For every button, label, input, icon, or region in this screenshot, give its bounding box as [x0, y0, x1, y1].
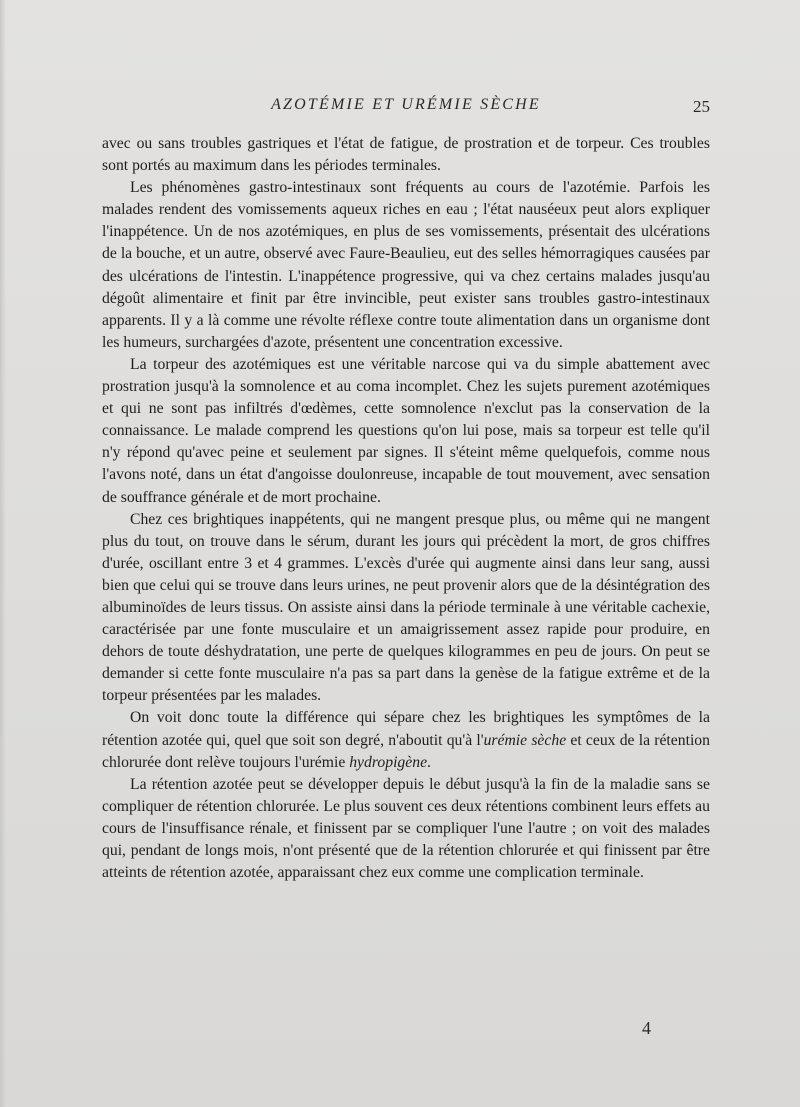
paragraph-5 — [102, 707, 710, 773]
paragraph-4: Chez ces brightiques inappétents, qui ne mangent presque plus, ou même qui ne mangent plus du tout, on trouve dans le sérum, durant les jours qui précèdent la mort, de gros chiffres d'urée, oscillant entre 3 et 4 grammes. L'excès d'urée qui augmente ainsi dans leur sang, aussi bien que celui qui se trouve dans leurs urines, ne peut provenir alors que de la désintégration des albuminoïdes de leurs tissus. On assiste ainsi dans la période terminale à une véritable cachexie, caractérisée par une fonte musculaire et un amaigrissement assez rapide pour produire, en dehors de toute déshydratation, une perte de quelques kilogrammes en peu de jours. On peut se demander si cette fonte musculaire n'a pas sa part dans la genèse de la fatigue extrême et de la torpeur présentées par les malades. — [102, 510, 710, 705]
paragraph-6: La rétention azotée peut se développer depuis le début jusqu'à la fin de la maladie sans se compliquer de rétention chlorurée. Le plus souvent ces deux rétentions combinent leurs effets au cours de l'insuffisance rénale, et finissent par se compliquer l'une l'autre ; on voit des malades qui, pendant de longs mois, n'ont présenté que de la rétention chlorurée et qui finissent par être atteints de rétention azotée, apparaissant chez eux comme une complication terminale. — [102, 775, 710, 882]
paragraph-5-part-2: et ceux de la rétention chlorurée dont relève toujours l'urémie — [102, 731, 710, 771]
page-header — [102, 96, 710, 120]
signature-mark: 4 — [642, 1018, 651, 1038]
paragraph-1: avec ou sans troubles gastriques et l'état de fatigue, de prostration et de torpeur. Ces troubles sont portés au maximum dans les périodes terminales. — [102, 135, 710, 175]
page-edge-shadow — [0, 0, 6, 1107]
paragraph-2: Les phénomènes gastro-intestinaux sont fréquents au cours de l'azotémie. Parfois les malades rendent des vomissements aqueux riches en eau ; l'état nauséeux peut alors expliquer l'inappétence. Un de nos azotémiques, en plus de ses vomissements, présentait des ulcérations de la bouche, et un autre, observé avec Faure-Beaulieu, eut des selles hémorragiques causées par des ulcérations de l'intestin. L'inappétence progressive, qui va chez certains malades jusqu'au dégoût alimentaire et finit par être invincible, peut exister sans troubles gastro-intestinaux apparents. Il y a là comme une révolte réflexe contre toute alimentation dans un organisme dont les humeurs, surchargées d'azote, présentent une concentration excessive. — [102, 179, 710, 351]
term-hydropigene: hydropigène — [349, 753, 428, 771]
term-uremie-seche: urémie sèche — [483, 731, 567, 749]
body-text — [102, 133, 710, 884]
page-number: 25 — [693, 97, 710, 116]
paragraph-5-part-1: On voit donc toute la différence qui sépare chez les brightiques les symptômes de la rétention azotée qui, quel que soit son degré, n'aboutit qu'à l' — [102, 709, 710, 749]
running-title: AZOTÉMIE ET URÉMIE SÈCHE — [271, 96, 541, 113]
paragraph-5-part-3: . — [427, 753, 431, 771]
paragraph-3: La torpeur des azotémiques est une véritable narcose qui va du simple abattement avec prostration jusqu'à la somnolence et au coma incomplet. Chez les sujets purement azotémiques et qui ne sont pas infiltrés d'œdèmes, cette somnolence n'exclut pas la conservation de la connaissance. Le malade comprend les questions qu'on lui pose, mais sa torpeur est telle qu'il n'y répond qu'avec peine et seulement par signes. Il s'éteint même quelquefois, comme nous l'avons noté, dans un état d'angoisse doulonreuse, incapable de tout mouvement, avec sensation de souffrance générale et de mort prochaine. — [102, 355, 710, 506]
